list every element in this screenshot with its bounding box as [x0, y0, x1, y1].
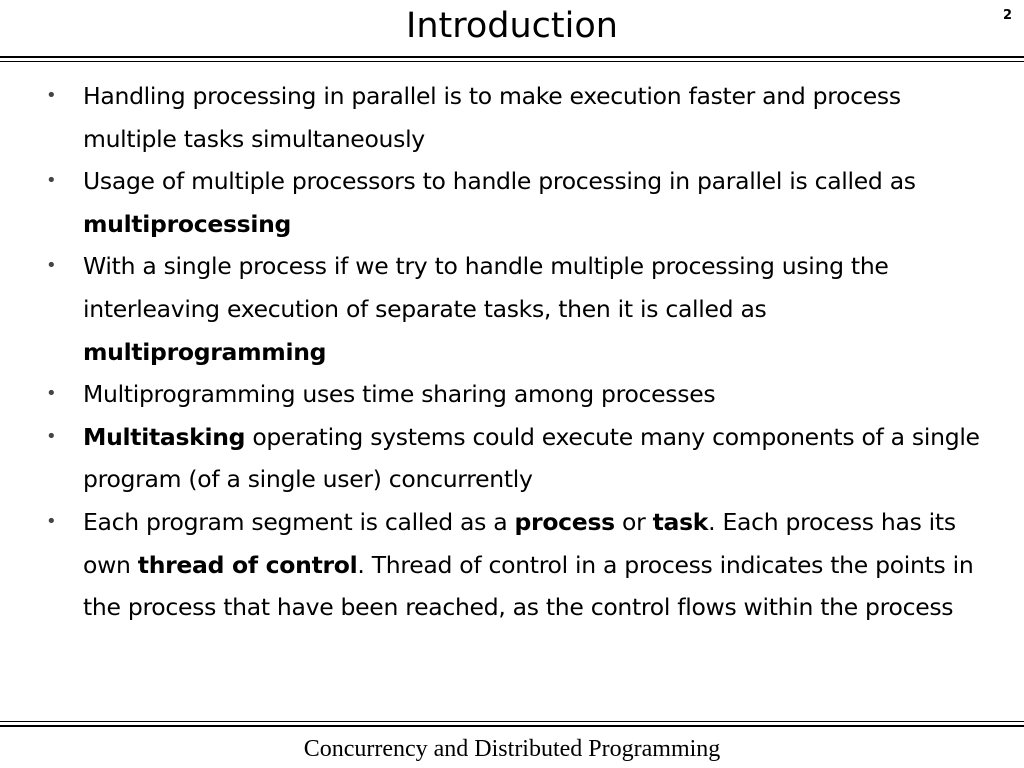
- bullet-dot-icon: •: [46, 510, 57, 532]
- bullet-item: [0, 160, 1024, 245]
- header-rule-thin: [0, 61, 1024, 62]
- bullet-dot-icon: •: [46, 383, 57, 405]
- bullet-bold-term: thread of control: [137, 550, 358, 579]
- bullet-text: operating systems could execute many components of a single program (of a single user) concurrently: [83, 422, 980, 494]
- bullet-bold-term: task: [652, 507, 709, 536]
- bullet-item: [0, 245, 1024, 373]
- bullet-item: [0, 416, 1024, 501]
- header-rule-thick: [0, 56, 1024, 58]
- bullet-text: With a single process if we try to handle multiple processing using the interleaving execution of separate tasks, then it is called as: [83, 252, 889, 323]
- footer-rule-thick: [0, 725, 1024, 727]
- bullet-dot-icon: •: [46, 425, 57, 447]
- bullet-dot-icon: •: [46, 85, 57, 106]
- bullet-bold-term: multiprocessing: [83, 209, 292, 238]
- bullet-item: [0, 501, 1024, 629]
- bullet-bold-term: process: [514, 507, 615, 536]
- bullet-text: Usage of multiple processors to handle processing in parallel is called as: [83, 167, 916, 196]
- bullet-bold-term: multiprogramming: [83, 337, 327, 366]
- bullet-text: or: [614, 507, 653, 536]
- bullet-list: [0, 75, 1024, 629]
- slide-footer: Concurrency and Distributed Programming: [303, 736, 721, 762]
- slide-title: Introduction: [406, 6, 618, 46]
- slide-number: 2: [1002, 8, 1012, 23]
- bullet-text: Handling processing in parallel is to make execution faster and process multiple tasks simultaneously: [83, 82, 901, 153]
- bullet-item: [0, 75, 1024, 160]
- bullet-dot-icon: •: [46, 255, 57, 277]
- footer-rule-thin: [0, 721, 1024, 722]
- bullet-text: Each program segment is called as a: [83, 507, 515, 536]
- bullet-text: . Thread of control in a process indicates the points in the process that have been reached, as the control flows within the process: [83, 550, 974, 622]
- bullet-text: . Each process has its own: [83, 507, 956, 579]
- bullet-bold-term: Multitasking: [83, 422, 246, 451]
- bullet-text: Multiprogramming uses time sharing among processes: [83, 380, 716, 409]
- bullet-item: [0, 373, 1024, 416]
- bullet-dot-icon: •: [46, 170, 57, 192]
